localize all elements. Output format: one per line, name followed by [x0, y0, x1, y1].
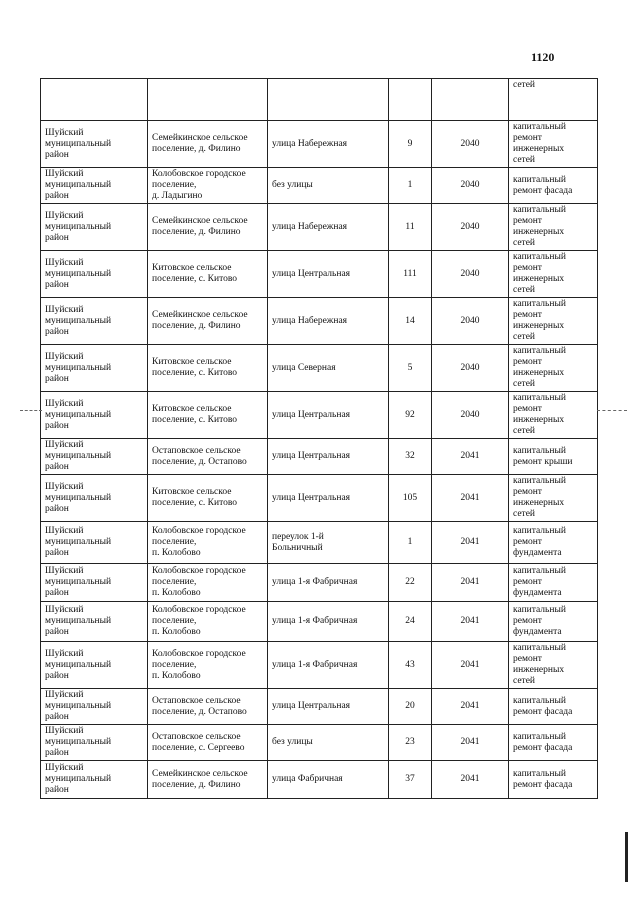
cell-work: капитальный ремонт инженерных сетей	[509, 121, 598, 168]
cell-work: капитальный ремонт фасада	[509, 689, 598, 725]
cell-year: 2041	[432, 475, 509, 522]
cell-house	[389, 79, 432, 121]
cell-settlement: Колобовское городское поселение, д. Ладыгино	[148, 168, 268, 204]
table-row	[41, 168, 598, 204]
cell-house: 24	[389, 602, 432, 642]
cell-house: 92	[389, 392, 432, 439]
cell-house: 23	[389, 725, 432, 761]
cell-year: 2041	[432, 689, 509, 725]
repair-schedule-table	[40, 78, 598, 799]
cell-settlement: Колобовское городское поселение, п. Колобово	[148, 522, 268, 564]
table-row	[41, 298, 598, 345]
scan-edge-mark	[625, 832, 628, 882]
cell-street: улица 1-я Фабричная	[268, 564, 389, 602]
cell-district: Шуйский муниципальный район	[41, 475, 148, 522]
cell-house: 32	[389, 439, 432, 475]
table-row	[41, 439, 598, 475]
cell-work: капитальный ремонт крыши	[509, 439, 598, 475]
cell-district: Шуйский муниципальный район	[41, 522, 148, 564]
cell-house: 14	[389, 298, 432, 345]
cell-work: капитальный ремонт фасада	[509, 761, 598, 799]
cell-district: Шуйский муниципальный район	[41, 761, 148, 799]
cell-year: 2041	[432, 761, 509, 799]
cell-street: улица Центральная	[268, 689, 389, 725]
cell-year: 2041	[432, 725, 509, 761]
cell-street: без улицы	[268, 168, 389, 204]
cell-house: 111	[389, 251, 432, 298]
cell-work: капитальный ремонт фасада	[509, 725, 598, 761]
table-row	[41, 121, 598, 168]
cell-work: капитальный ремонт инженерных сетей	[509, 392, 598, 439]
cell-street: переулок 1-й Больничный	[268, 522, 389, 564]
cell-settlement: Остаповское сельское поселение, д. Остапово	[148, 689, 268, 725]
cell-settlement: Семейкинское сельское поселение, д. Филино	[148, 298, 268, 345]
cell-district: Шуйский муниципальный район	[41, 725, 148, 761]
cell-street: улица Центральная	[268, 392, 389, 439]
table-row	[41, 204, 598, 251]
cell-house: 43	[389, 642, 432, 689]
cell-work: капитальный ремонт фундамента	[509, 522, 598, 564]
cell-district: Шуйский муниципальный район	[41, 345, 148, 392]
cell-house: 1	[389, 522, 432, 564]
cell-year: 2040	[432, 392, 509, 439]
table-row-continuation	[41, 79, 598, 121]
cell-settlement: Китовское сельское поселение, с. Китово	[148, 475, 268, 522]
cell-work: капитальный ремонт фундамента	[509, 602, 598, 642]
cell-street: улица Центральная	[268, 439, 389, 475]
table-row	[41, 602, 598, 642]
cell-house: 1	[389, 168, 432, 204]
cell-settlement: Колобовское городское поселение, п. Колобово	[148, 564, 268, 602]
cell-street: улица Северная	[268, 345, 389, 392]
cell-work: сетей	[509, 79, 598, 121]
table-row	[41, 761, 598, 799]
cell-district: Шуйский муниципальный район	[41, 564, 148, 602]
cell-year: 2041	[432, 439, 509, 475]
cell-work: капитальный ремонт инженерных сетей	[509, 251, 598, 298]
cell-year: 2040	[432, 298, 509, 345]
cell-settlement: Колобовское городское поселение, п. Колобово	[148, 602, 268, 642]
table-row	[41, 475, 598, 522]
cell-house: 105	[389, 475, 432, 522]
cell-year: 2040	[432, 204, 509, 251]
cell-work: капитальный ремонт инженерных сетей	[509, 345, 598, 392]
cell-work: капитальный ремонт фасада	[509, 168, 598, 204]
cell-district: Шуйский муниципальный район	[41, 168, 148, 204]
cell-district: Шуйский муниципальный район	[41, 298, 148, 345]
cell-settlement: Семейкинское сельское поселение, д. Филино	[148, 121, 268, 168]
scan-dash-left	[20, 410, 42, 412]
cell-work: капитальный ремонт фундамента	[509, 564, 598, 602]
cell-settlement	[148, 79, 268, 121]
scan-dash-right	[597, 410, 627, 412]
cell-year: 2041	[432, 522, 509, 564]
cell-house: 11	[389, 204, 432, 251]
cell-year: 2041	[432, 602, 509, 642]
cell-house: 37	[389, 761, 432, 799]
cell-district	[41, 79, 148, 121]
table-row	[41, 345, 598, 392]
cell-settlement: Китовское сельское поселение, с. Китово	[148, 392, 268, 439]
cell-street: улица Фабричная	[268, 761, 389, 799]
page-number: 1120	[531, 50, 555, 64]
cell-house: 20	[389, 689, 432, 725]
cell-settlement: Семейкинское сельское поселение, д. Филино	[148, 761, 268, 799]
cell-street: улица 1-я Фабричная	[268, 602, 389, 642]
cell-year: 2040	[432, 251, 509, 298]
cell-street: улица Центральная	[268, 251, 389, 298]
cell-year	[432, 79, 509, 121]
cell-street: улица Набережная	[268, 298, 389, 345]
table-row	[41, 522, 598, 564]
cell-street: улица 1-я Фабричная	[268, 642, 389, 689]
cell-settlement: Китовское сельское поселение, с. Китово	[148, 345, 268, 392]
cell-work: капитальный ремонт инженерных сетей	[509, 204, 598, 251]
cell-settlement: Китовское сельское поселение, с. Китово	[148, 251, 268, 298]
cell-district: Шуйский муниципальный район	[41, 602, 148, 642]
table-row	[41, 725, 598, 761]
cell-district: Шуйский муниципальный район	[41, 251, 148, 298]
cell-house: 9	[389, 121, 432, 168]
cell-district: Шуйский муниципальный район	[41, 439, 148, 475]
table-row	[41, 642, 598, 689]
cell-district: Шуйский муниципальный район	[41, 204, 148, 251]
table-row	[41, 689, 598, 725]
cell-street	[268, 79, 389, 121]
table-row	[41, 564, 598, 602]
cell-settlement: Остаповское сельское поселение, д. Остапово	[148, 439, 268, 475]
cell-district: Шуйский муниципальный район	[41, 392, 148, 439]
cell-year: 2040	[432, 345, 509, 392]
cell-house: 5	[389, 345, 432, 392]
cell-year: 2041	[432, 564, 509, 602]
cell-year: 2040	[432, 168, 509, 204]
cell-settlement: Колобовское городское поселение, п. Колобово	[148, 642, 268, 689]
cell-work: капитальный ремонт инженерных сетей	[509, 642, 598, 689]
cell-settlement: Семейкинское сельское поселение, д. Филино	[148, 204, 268, 251]
cell-street: улица Набережная	[268, 121, 389, 168]
table-row	[41, 251, 598, 298]
cell-settlement: Остаповское сельское поселение, с. Сергеево	[148, 725, 268, 761]
cell-year: 2040	[432, 121, 509, 168]
cell-work: капитальный ремонт инженерных сетей	[509, 298, 598, 345]
cell-work: капитальный ремонт инженерных сетей	[509, 475, 598, 522]
cell-district: Шуйский муниципальный район	[41, 642, 148, 689]
table-row	[41, 392, 598, 439]
cell-street: улица Центральная	[268, 475, 389, 522]
cell-house: 22	[389, 564, 432, 602]
cell-district: Шуйский муниципальный район	[41, 121, 148, 168]
cell-year: 2041	[432, 642, 509, 689]
cell-district: Шуйский муниципальный район	[41, 689, 148, 725]
cell-street: без улицы	[268, 725, 389, 761]
cell-street: улица Набережная	[268, 204, 389, 251]
